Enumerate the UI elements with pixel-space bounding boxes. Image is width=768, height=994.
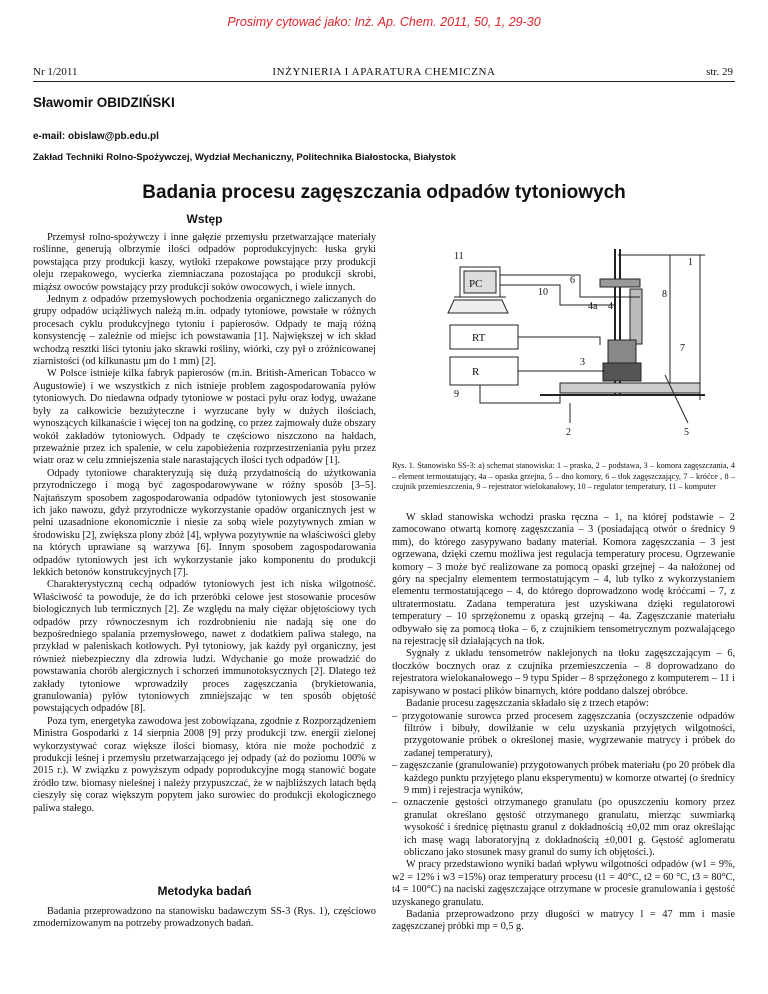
label-pc: PC <box>469 278 483 290</box>
list-item: – oznaczenie gęstości otrzymanego granulatu (po opuszczeniu komory przez granulat określano gęstość otrzymanego granulatu, mierząc suwmiarką wysokość i średnicę piętnastu granul z dokładnością ±0,02 mm oraz określając ich masę wagą laboratoryjną z dokładnością ±0,001 g. Gęstość aglomeratu obliczano jako stosunek masy granul do sumy ich objętości.). <box>392 797 735 858</box>
issue-number: Nr 1/2011 <box>33 66 78 78</box>
label-4a: 4a <box>588 301 598 312</box>
affiliation: Zakład Techniki Rolno-Spożywczej, Wydział Mechaniczny, Politechnika Białostocka, Białystok <box>33 152 456 163</box>
methods-paragraph: W pracy przedstawiono wyniki badań wpływu wilgotności odpadów (w1 = 9%, w2 = 12% i w3 =15%) oraz temperatury procesu (t1 = 40°C, t2 = 60 °C, t3 = 80°C, t4 = 100°C) na naciski zagęszczające otrzymane w procesie granulowania i gęstość uzyskanego granulatu. <box>392 859 735 908</box>
label-7: 7 <box>680 343 685 354</box>
methods-text <box>33 906 376 931</box>
intro-paragraph: W Polsce istnieje kilka fabryk papierosów (m.in. British-American Tobacco w Augustowie) i we wszystkich z nich istnieje problem zagospodarowania pyłów tytoniowych. Do niedawna odpady tytoniowe w postaci pyłu oraz łodyg, uważane były za całkowicie bezużyteczne i wyrzucane były w dużych ilościach, wynoszących kilkanaście i więcej ton na godzinę, co przez zajmowały duże obszary wokół zakładów tytoniowych. Odpady te częściowo niszczono na hałdach, przeważnie przez ich spalenie, w celu zapobieżenia rozprzestrzeniania pyłu przez wiatr oraz w celu zmniejszenia stale narastających ilości tych odpadów [1]. <box>33 368 376 467</box>
intro-paragraph: Poza tym, energetyka zawodowa jest zobowiązana, zgodnie z Rozporządzeniem Ministra Gospodarki z 14 sierpnia 2008 [9] przy produkcji tzw. energii zielonej wykorzystywać coraz większe ilości biomasy, która nie może pochodzić z produkcji leśnej i przemysłu przetwarzającego jej odpady (aż do poziomu 100% w 2015 r.). W związku z powyższym odpady poprodukcyjne mogą stanowić bogate źródło tzw. biomasy nieleśnej i należy przypuszczać, że w najbliższych latach będą cieszyły się coraz większym popytem jako surowiec do produkcji ekologicznego paliwa stałego. <box>33 715 376 814</box>
methods-paragraph: Badania przeprowadzono przy długości w matrycy l = 47 mm i masie zagęszczanej próbki mp = 0,5 g. <box>392 909 735 933</box>
label-4: 4 <box>608 301 613 312</box>
intro-paragraph: Odpady tytoniowe charakteryzują się dużą przydatnością do użytkowania przyrodniczego i mogą być zagospodarowywane w różny sposób [3–5]. Najtańszym sposobem zagospodarowania odpadów tytoniowych jest stosowanie ich jako nawozu, gdyż przyrodnicze wykorzystanie opadów organicznych jest w pełni uzasadnione ekonomicznie i niesie za sobą wiele pozytywnych zmian w środowisku [2], zwiększa plony zbóż [4], wpływa pozytywnie na właściwości gleby na których uprawiane są warzywa [6]. Innym sposobem zagospodarowania odpadów tytoniowych jest ich wykorzystanie jako komponentu do produkcji lekkich betonów konstrukcyjnych [7]. <box>33 467 376 578</box>
test-stand-schematic <box>440 245 710 450</box>
methods-paragraph: Badanie procesu zagęszczania składało się z trzech etapów: <box>406 698 649 710</box>
intro-paragraph: Przemysł rolno-spożywczy i inne gałęzie przemysłu przetwarzające materiały roślinne, generują olbrzymie ilości odpadów poprodukcyjnych: łuska gryki powstająca przy produkcji kaszy, wytłoki rzepakowe powstające przy produkcji oleju rzepakowego, wycierka ziemniaczana pozostająca po produkcji skrobi, miąższ owoców powstający przy produkcji soków owocowych, i wiele innych. <box>33 232 376 293</box>
methods-paragraph: Badania przeprowadzono na stanowisku badawczym SS-3 (Rys. 1), częściowo zmodernizowanym na potrzeby prowadzonych badań. <box>33 906 376 930</box>
page-number: str. 29 <box>706 66 733 78</box>
intro-text <box>33 232 376 815</box>
methods-heading: Metodyka badań <box>157 884 252 898</box>
methods-text-right <box>392 512 735 934</box>
label-1: 1 <box>688 257 693 268</box>
label-8: 8 <box>662 289 667 300</box>
header-rule <box>33 81 735 82</box>
journal-name: INŻYNIERIA I APARATURA CHEMICZNA <box>272 66 496 78</box>
citation-banner: Prosimy cytować jako: Inż. Ap. Chem. 2011, 50, 1, 29-30 <box>227 15 541 29</box>
intro-paragraph: Jednym z odpadów przemysłowych pochodzenia organicznego zaliczanych do grupy odpadów uciążliwych należą m.in. odpady tytoniowe, powstałe w różnych procesach cyklu produkcyjnego tytoniu i papierosów. Odpady te mają różną konsystencję – zależnie od miejsc ich powstawania [1]. Największej w ich skład wchodzą resztki liści tytoniu jako skrawki rośliny, wiórki, czy pył o zróżnicowanej ziarnistości (od kilkunastu µm do 1 mm) [2]. <box>33 294 376 368</box>
list-item: – zagęszczanie (granulowanie) przygotowanych próbek materiału (po 20 próbek dla każdego punktu przyjętego planu eksperymentu) w komorze otwartej (o średnicy 9 mm) i rejestracja wyników, <box>392 760 735 796</box>
label-10: 10 <box>538 287 548 298</box>
paper-title: Badania procesu zagęszczania odpadów tytoniowych <box>142 182 626 203</box>
label-5: 5 <box>684 427 689 438</box>
label-6: 6 <box>570 275 575 286</box>
intro-heading: Wstęp <box>186 212 223 226</box>
label-2: 2 <box>566 427 571 438</box>
label-11: 11 <box>454 251 464 262</box>
figure-caption: Rys. 1. Stanowisko SS-3: a) schemat stanowiska: 1 – praska, 2 – podstawa, 3 – komora zagęszczania, 4 – element termostatujący, 4a – opaska grzejna, 5 – dno komory, 6 – tłok zagęszczający, 7 – króćce , 8 – czujnik przemieszczenia, 9 – rejestrator wielokanałowy, 10 – regulator temperatury, 11 – komputer <box>392 461 735 492</box>
label-3: 3 <box>580 357 585 368</box>
author-name: Sławomir OBIDZIŃSKI <box>33 95 175 110</box>
methods-paragraph: Sygnały z układu tensometrów naklejonych na tłoku zagęszczającym – 6, tłoczków bocznych oraz z czujnika przemieszczenia – 8 doprowadzano do rejestratora wielokanałowego – 9 typu Spider – 8 sprzężonego z komputerem – 11 i zapisywano w postaci plików binarnych, które poddano dalszej obróbce. <box>392 648 735 697</box>
label-9: 9 <box>454 389 459 400</box>
methods-paragraph: W skład stanowiska wchodzi praska ręczna – 1, na której podstawie – 2 zamocowano otwartą komorę zagęszczania – 3 (posiadającą otwór o średnicy 9 mm), do którego zasypywano badany materiał. Komora zagęszczania – 3 jest ogrzewana, dzięki czemu możliwa jest regulacja temperatury procesu. Ogrzewanie komory – 3 może być realizowane za pomocą opaski grzejnej – 4a nałożonej od góry na specjalny elementem termostatującym – 4, lub tylko z wykorzystaniem elementu termostatującego – 4, do którego doprowadzono wodę króćcami – 7, z ultratermostatu. Zadana temperatura jest uzyskiwana dzięki regulatorowi temperatury – 10 sprzężonemu z opaską grzejną – 4a. Zagęszczanie materiału odbywało się za pomocą tłoka – 6, z czujnikiem tensometrycznym pozwalającego na rejestrację sił działających na tłok. <box>392 512 735 648</box>
label-rt: RT <box>472 332 486 344</box>
recorder-box <box>450 357 518 385</box>
author-email: e-mail: obislaw@pb.edu.pl <box>33 131 159 142</box>
intro-paragraph: Charakterystyczną cechą odpadów tytoniowych jest ich niska wilgotność. Właściwość ta powoduje, że do ich przeróbki celowe jest stosowanie procesów biologicznych lub termicznych [2]. Ze względu na mały ciężar objętościowy tych odpadów przy równoczesnym ich rozdrobnieniu nie nadają się one do bezpośredniego spalania przemysłowego, nawet z dodatkiem paliwa stałego, na przykład w paleniskach kotłowych. Pył tytoniowy, jak każdy pył organiczny, jest również niebezpieczny dla zdrowia ludzi. Wdychanie go może prowadzić do powstawania chorób alergicznych i schorzeń immunotoksycznych [2]. Dlatego też zakłady tytoniowe wprowadziły proces zagęszczania (brykietowania, granulowania) pyłów tytoniowych zmniejszając w ten sposób objętość powstających odpadów [8]. <box>33 579 376 715</box>
list-item: – przygotowanie surowca przed procesem zagęszczania (oczyszczenie odpadów filtrów i bibuły, dowilżanie w celu uzyskania przyjętych wilgotności, przygotowanie próbek o określonej masie, wygrzewanie matrycy i próbek do zadanej temperatury), <box>392 710 735 759</box>
label-r: R <box>472 366 480 378</box>
